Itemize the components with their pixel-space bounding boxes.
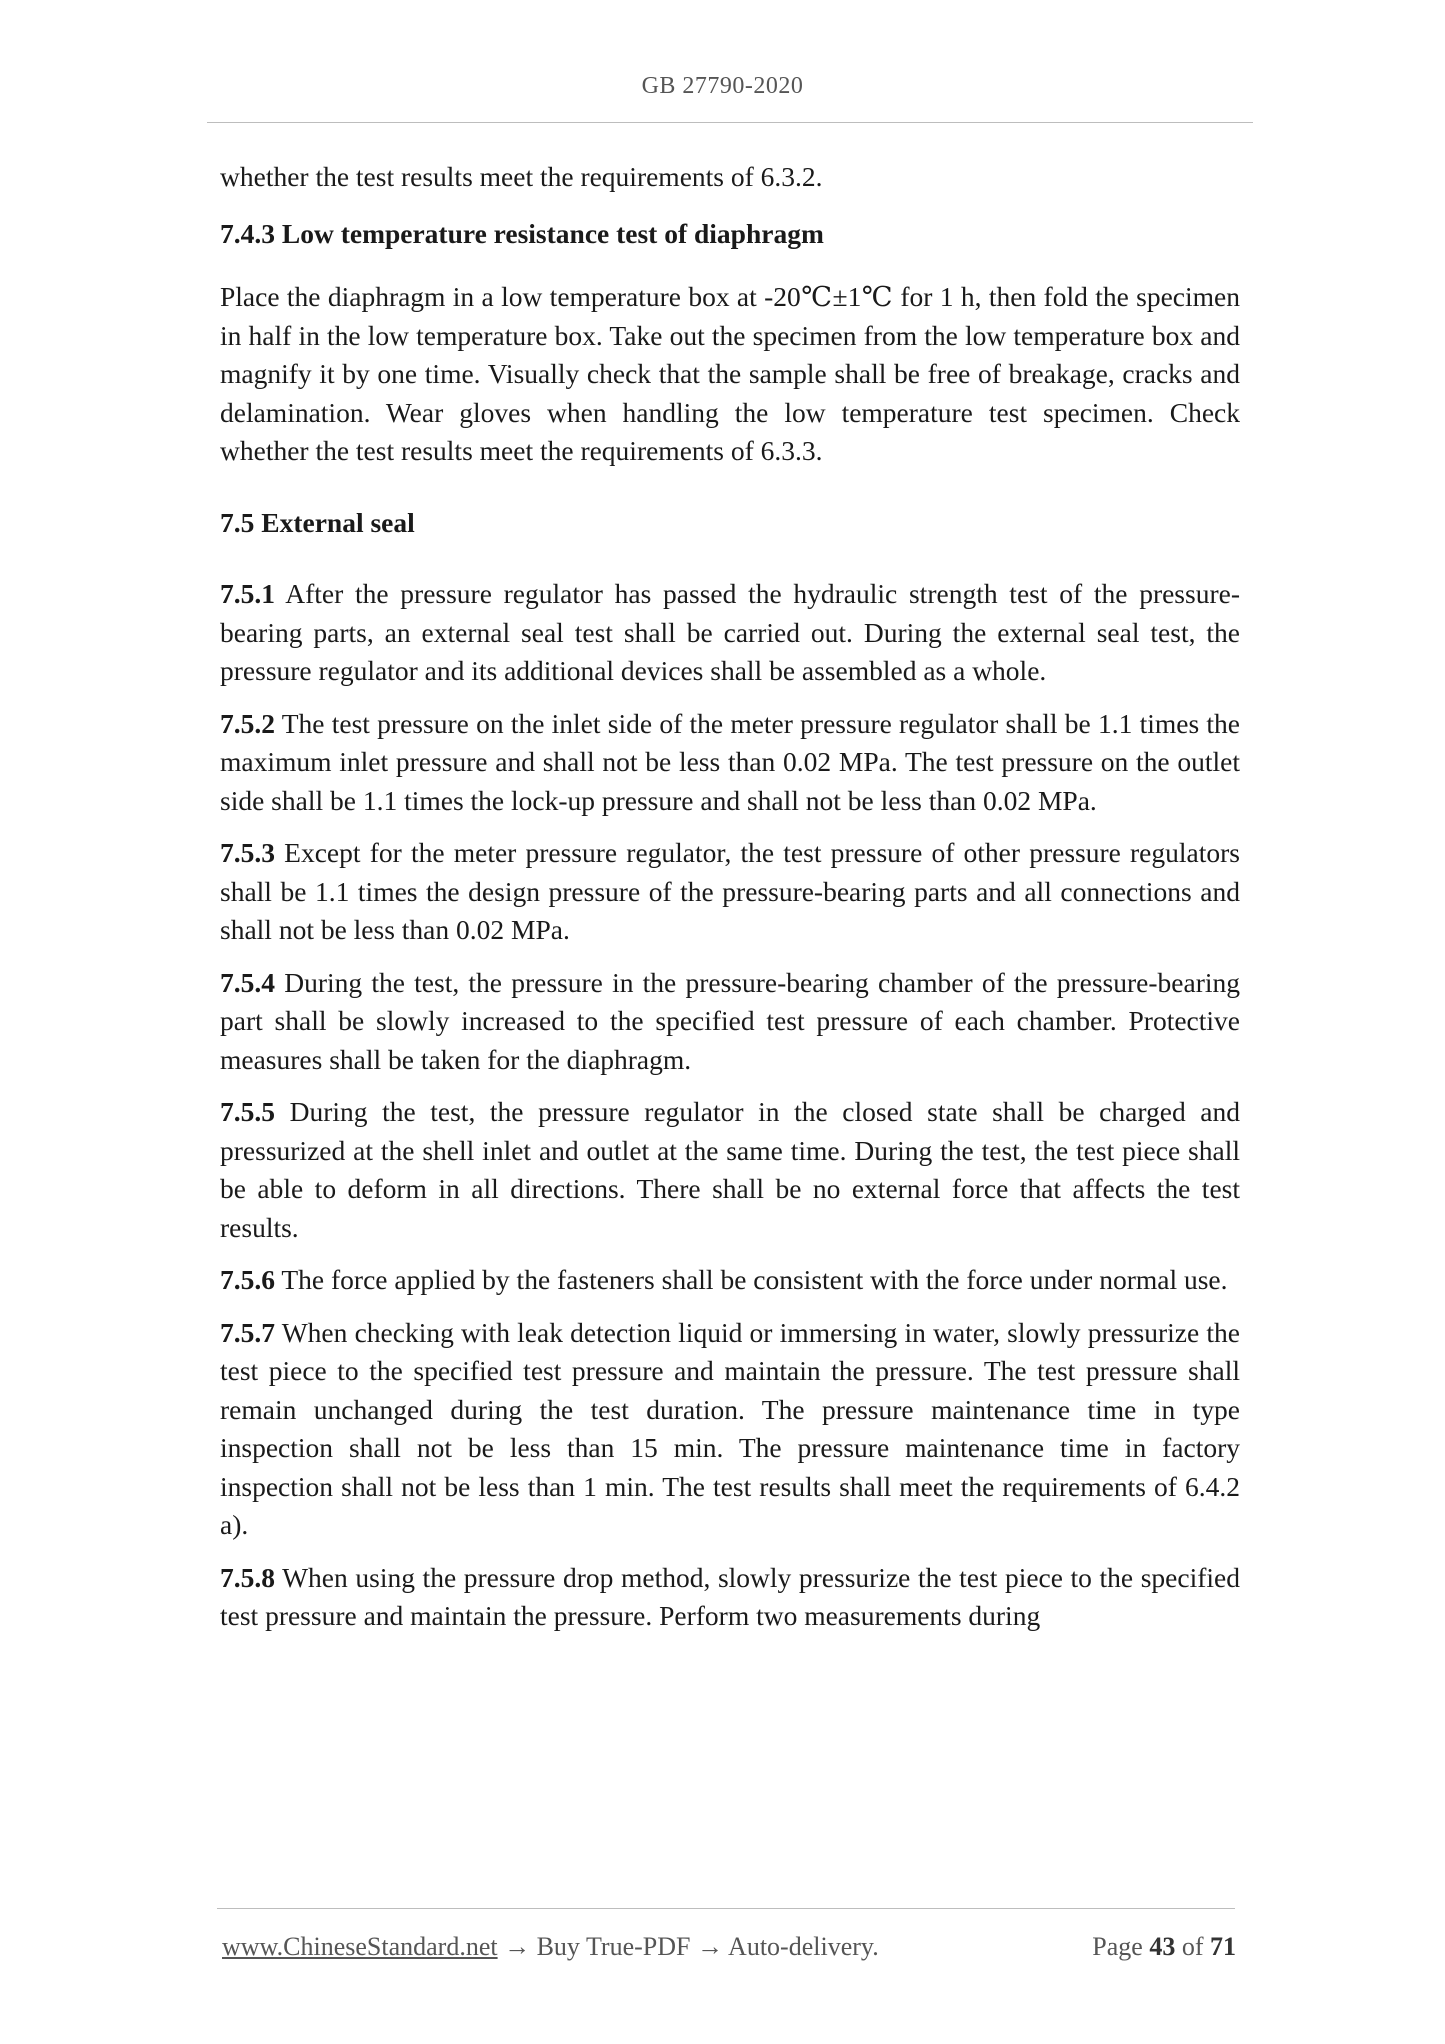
clause-number: 7.5.2 [220, 707, 275, 739]
clause-text: When using the pressure drop method, slowly pressurize the test piece to the specified test pressure and maintain the pressure. Perform two measurements during [220, 1561, 1240, 1631]
running-header: GB 27790-2020 [641, 73, 804, 99]
page-current: 43 [1149, 1932, 1176, 1961]
page-of-label: of [1175, 1932, 1210, 1961]
page-number [1092, 1932, 1236, 1962]
clause-text: During the test, the pressure in the pressure-bearing chamber of the pressure-bearing part shall be slowly increased to the specified test pressure of each chamber. Protective measures shall be taken for the diaphragm. [220, 966, 1240, 1075]
clause-text: After the pressure regulator has passed the hydraulic strength test of the pressure-bearing parts, an external seal test shall be carried out. During the external seal test, the pressure regulator and its additional devices shall be assembled as a whole. [220, 578, 1240, 686]
promo-text: → Buy True-PDF → Auto-delivery. [497, 1932, 879, 1961]
clause-text: Except for the meter pressure regulator, the test pressure of other pressure regulators shall be 1.1 times the design pressure of the pressure-bearing parts and all connections and shall not be less than 0.02 MPa. [220, 837, 1240, 945]
page-body [220, 158, 1240, 1636]
clause-number: 7.5.8 [220, 1561, 275, 1593]
clause-7-5-6 [220, 1261, 1240, 1300]
clause-7-5-1 [220, 575, 1240, 691]
clause-number: 7.5.5 [220, 1096, 275, 1127]
clause-number: 7.5.4 [220, 966, 275, 998]
header-divider [207, 122, 1253, 123]
clause-7-5-7 [220, 1314, 1240, 1545]
clause-7-5-2 [220, 705, 1240, 821]
clause-text: The force applied by the fasteners shall be consistent with the force under normal use. [275, 1264, 1228, 1295]
clause-7-5-5 [220, 1093, 1240, 1247]
clause-7-5-8 [220, 1559, 1240, 1636]
website-link[interactable]: www.ChineseStandard.net [222, 1932, 498, 1961]
clause-7-5-4 [220, 964, 1240, 1080]
clause-text: The test pressure on the inlet side of the meter pressure regulator shall be 1.1 times the maximum inlet pressure and shall not be less than 0.02 MPa. The test pressure on the outlet side shall be 1.1 times the lock-up pressure and shall not be less than 0.02 MPa. [220, 707, 1240, 816]
footer-divider [217, 1908, 1235, 1909]
page-total: 71 [1210, 1932, 1236, 1961]
heading-7-4-3: 7.4.3 Low temperature resistance test of diaphragm [220, 217, 824, 249]
clause-number: 7.5.3 [220, 837, 275, 868]
page-label: Page [1092, 1932, 1150, 1961]
paragraph-low-temperature-test: Place the diaphragm in a low temperature box at -20℃±1℃ for 1 h, then fold the specimen in half in the low temperature box. Take out the specimen from the low temperature box and magnify it by one time. Visually check that the sample shall be free of breakage, cracks and delamination. Wear gloves when handling the low temperature test specimen. Check whether the test results meet the requirements of 6.3.3. [220, 281, 1240, 466]
clause-number: 7.5.6 [220, 1264, 275, 1295]
clause-text: During the test, the pressure regulator in the closed state shall be charged and pressurized at the shell inlet and outlet at the same time. During the test, the test piece shall be able to deform in all directions. There shall be no external force that affects the test results. [220, 1096, 1240, 1243]
clause-number: 7.5.7 [220, 1316, 275, 1348]
page-footer [222, 1932, 1236, 1968]
clause-number: 7.5.1 [220, 578, 275, 609]
clause-text: When checking with leak detection liquid or immersing in water, slowly pressurize the test piece to the specified test pressure and maintain the pressure. The test pressure shall remain unchanged during the test duration. The pressure maintenance time in type inspection shall not be less than 15 min. The pressure maintenance time in factory inspection shall not be less than 1 min. The test results shall meet the requirements of 6.4.2 a). [220, 1316, 1240, 1540]
clause-7-5-3 [220, 834, 1240, 950]
paragraph-continuation: whether the test results meet the requirements of 6.3.2. [220, 161, 823, 192]
heading-7-5: 7.5 External seal [220, 506, 415, 538]
footer-promo [222, 1932, 879, 1962]
